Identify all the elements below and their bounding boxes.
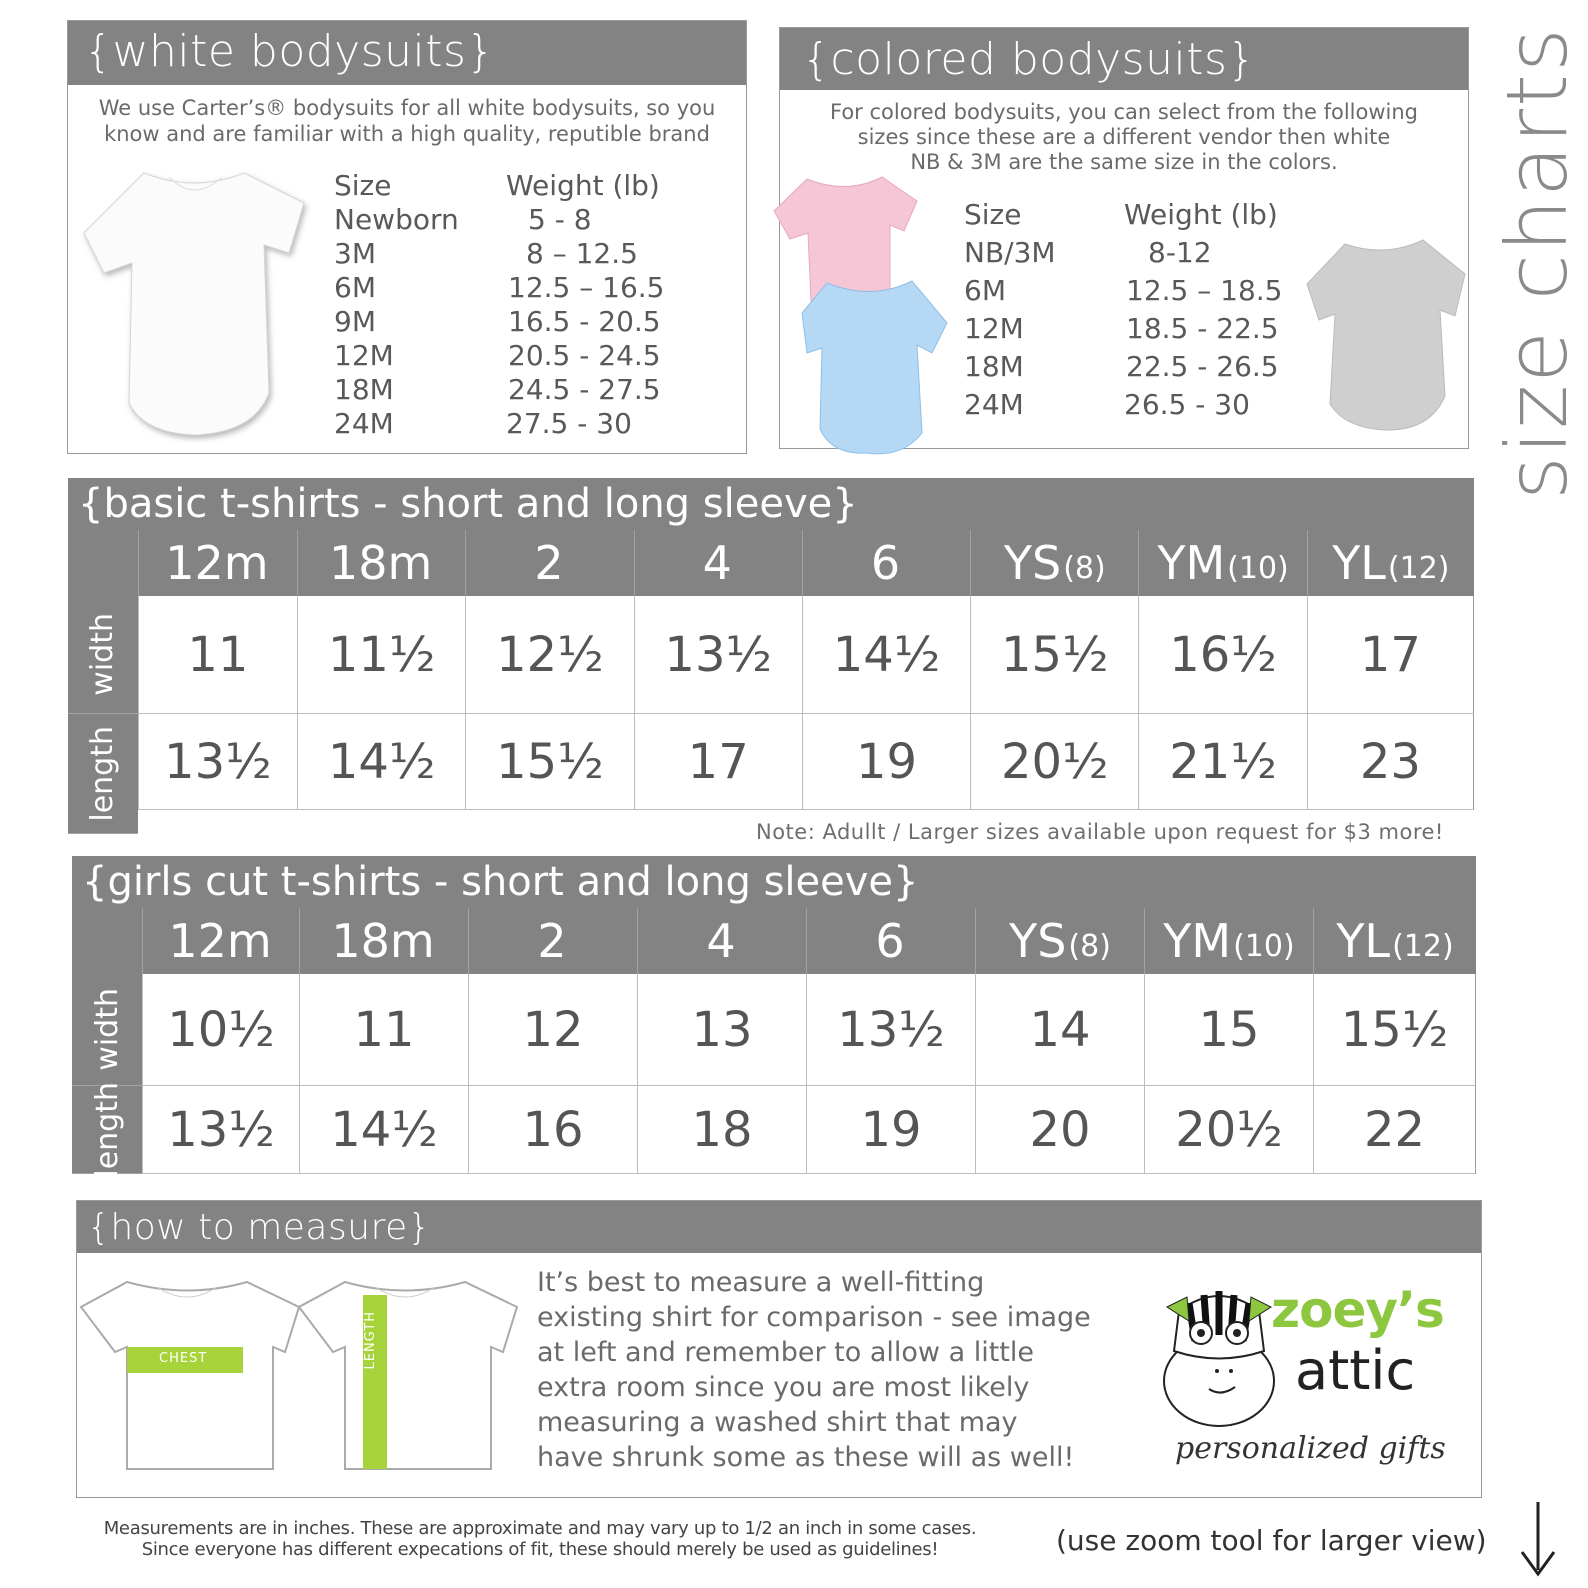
weight-cell: 5 - 8 [528,203,592,236]
table-cell: 15½ [970,596,1138,714]
basic-tshirts-header-row [68,530,1474,596]
size-cell: 6M [964,274,1006,307]
col-header: YL (12) [1307,530,1474,596]
instruction-line: at left and remember to allow a little [537,1337,1035,1368]
col-header: 12m [138,530,297,596]
table-cell: 15½ [465,714,633,810]
table-cell: 14½ [802,596,970,714]
weight-cell: 20.5 - 24.5 [508,339,661,372]
zoeys-attic-logo [1159,1271,1459,1491]
table-cell: 11 [138,596,297,714]
girls-tshirts-title: {girls cut t-shirts - short and long sleeve} [72,856,1476,908]
col-header: 2 [468,908,637,974]
col-header: 6 [802,530,970,596]
col-header: 2 [465,530,633,596]
weight-cell: 16.5 - 20.5 [508,305,661,338]
measurement-disclaimer [40,1518,1040,1560]
colored-bodysuits-title: {colored bodysuits} [780,28,1468,90]
logo-tagline: personalized gifts [1175,1431,1446,1466]
table-cell: 14 [975,974,1144,1086]
girls-length-row [72,1081,1476,1178]
colored-size-table [964,196,1324,426]
instruction-line: It’s best to measure a well-fitting [537,1267,985,1298]
size-cell: 18M [964,350,1024,383]
weight-cell: 18.5 - 22.5 [1126,312,1279,345]
intro-line: For colored bodysuits, you can select from the following [829,100,1419,124]
size-header: Size [334,169,392,202]
table-cell: 22 [1313,1086,1476,1174]
table-cell: 20½ [1144,1086,1313,1174]
how-to-measure-title: {how to measure} [77,1201,1481,1253]
intro-line: sizes since these are a different vendor then white [857,125,1391,149]
size-cell: 12M [964,312,1024,345]
logo-word-attic: attic [1295,1339,1416,1402]
white-onesie-image [74,163,314,443]
gray-onesie-image [1305,236,1470,436]
row-label: width [68,596,138,714]
table-cell: 15½ [1313,974,1476,1086]
weight-cell: 12.5 – 16.5 [508,271,665,304]
basic-length-row [68,714,1474,834]
pink-blue-onesies-image [772,173,962,458]
col-header: 4 [634,530,802,596]
col-header: YS (8) [970,530,1138,596]
col-header: 4 [637,908,806,974]
table-cell: 12½ [465,596,633,714]
table-cell: 23 [1307,714,1474,810]
col-header: YL (12) [1313,908,1476,974]
basic-tshirts-title: {basic t-shirts - short and long sleeve} [68,478,1474,530]
measure-shirts-diagram [77,1277,527,1477]
weight-cell: 8-12 [1148,236,1212,269]
side-title: size charts [1488,26,1586,500]
larger-sizes-note: Note: Adullt / Larger sizes available upon request for $3 more! [756,820,1444,844]
table-cell: 13½ [138,714,297,810]
size-cell: Newborn [334,203,459,236]
girls-width-row [72,974,1476,1086]
col-header: 12m [142,908,299,974]
col-header: YS (8) [975,908,1144,974]
colored-bodysuits-panel [779,27,1469,449]
zoom-hint: (use zoom tool for larger view) [1056,1524,1487,1557]
table-cell: 14½ [299,1086,468,1174]
col-header: 6 [806,908,975,974]
weight-cell: 22.5 - 26.5 [1126,350,1279,383]
size-cell: 24M [964,388,1024,421]
table-cell: 20 [975,1086,1144,1174]
weight-header: Weight (lb) [1124,198,1278,231]
weight-cell: 26.5 - 30 [1124,388,1250,421]
weight-header: Weight (lb) [506,169,660,202]
intro-line: We use Carter’s® bodysuits for all white bodysuits, so you [98,96,716,120]
measure-instructions [537,1265,1137,1475]
row-label: length [72,1086,142,1174]
table-cell: 12 [468,974,637,1086]
table-cell: 18 [637,1086,806,1174]
how-to-measure-panel [76,1200,1482,1498]
table-cell: 13 [637,974,806,1086]
size-cell: 18M [334,373,394,406]
table-cell: 21½ [1138,714,1306,810]
instruction-line: existing shirt for comparison - see image [537,1302,1091,1333]
disclaimer-line: Since everyone has different expecations of fit, these should merely be used as guidelines! [141,1539,939,1560]
intro-line: NB & 3M are the same size in the colors. [910,150,1338,174]
weight-cell: 8 – 12.5 [526,237,638,270]
table-cell: 10½ [142,974,299,1086]
instruction-line: measuring a washed shirt that may [537,1407,1018,1438]
down-arrow-icon [1516,1500,1560,1580]
col-header: 18m [297,530,465,596]
weight-cell: 24.5 - 27.5 [508,373,661,406]
table-cell: 17 [1307,596,1474,714]
size-cell: 3M [334,237,376,270]
table-cell: 16½ [1138,596,1306,714]
instruction-line: have shrunk some as these will as well! [537,1442,1075,1473]
colored-bodysuits-intro [780,100,1468,175]
table-cell: 13½ [142,1086,299,1174]
row-label: length [68,714,138,834]
table-cell: 19 [806,1086,975,1174]
size-cell: 9M [334,305,376,338]
size-cell: 24M [334,407,394,440]
size-header: Size [964,198,1022,231]
col-header: YM (10) [1144,908,1313,974]
white-bodysuits-intro [68,95,746,147]
col-header: YM (10) [1138,530,1306,596]
girls-tshirts-header-row [72,908,1476,974]
weight-cell: 12.5 – 18.5 [1126,274,1283,307]
logo-word-zoeys: zoey’s [1271,1281,1444,1339]
table-cell: 14½ [297,714,465,810]
size-cell: NB/3M [964,236,1056,269]
white-bodysuits-panel [67,20,747,454]
chest-label: CHEST [159,1351,208,1366]
row-label: width [72,974,142,1086]
table-cell: 20½ [970,714,1138,810]
size-cell: 6M [334,271,376,304]
basic-width-row [68,596,1474,714]
size-cell: 12M [334,339,394,372]
weight-cell: 27.5 - 30 [506,407,632,440]
disclaimer-line: Measurements are in inches. These are approximate and may vary up to 1/2 an inch in some cases. [103,1518,977,1539]
table-cell: 13½ [634,596,802,714]
table-cell: 13½ [806,974,975,1086]
table-cell: 11 [299,974,468,1086]
length-label: LENGTH [363,1311,378,1370]
col-header: 18m [299,908,468,974]
instruction-line: extra room since you are most likely [537,1372,1030,1403]
white-size-table [334,169,734,439]
table-cell: 17 [634,714,802,810]
white-bodysuits-title: {white bodysuits} [68,21,746,85]
table-cell: 15 [1144,974,1313,1086]
table-cell: 19 [802,714,970,810]
table-cell: 16 [468,1086,637,1174]
intro-line: know and are familiar with a high quality, reputible brand [104,122,710,146]
table-cell: 11½ [297,596,465,714]
